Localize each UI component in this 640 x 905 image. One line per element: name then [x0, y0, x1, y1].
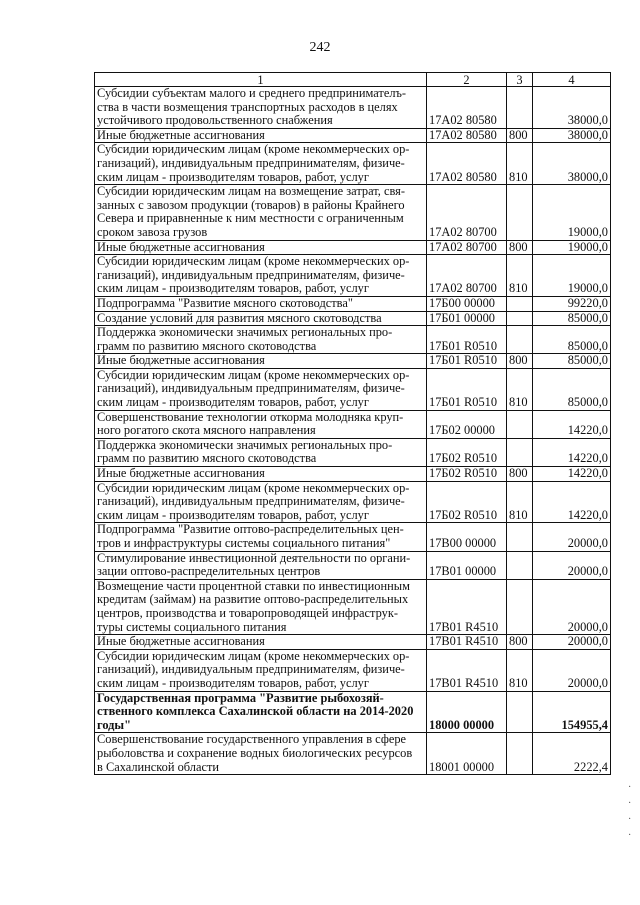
row-amount-cell: 20000,0: [533, 635, 611, 650]
table-row: [95, 368, 611, 410]
row-vr-cell: [507, 185, 533, 240]
row-name-cell: Субсидии юридическим лицам (кроме некоммерческих ор- ганизаций), индивидуальным предпринимателям, физиче- ским лицам - производителям товаров, работ, услуг: [95, 368, 427, 410]
scan-margin-artifacts: [628, 780, 640, 900]
row-vr-cell: [507, 579, 533, 634]
row-amount-cell: 38000,0: [533, 128, 611, 143]
row-name-cell: Иные бюджетные ассигнования: [95, 240, 427, 255]
row-amount-cell: 154955,4: [533, 691, 611, 733]
row-code-cell: 17В01 R4510: [427, 649, 507, 691]
row-vr-cell: 800: [507, 354, 533, 369]
row-amount-cell: 14220,0: [533, 438, 611, 466]
table-row: [95, 311, 611, 326]
row-amount-cell: 20000,0: [533, 551, 611, 579]
row-vr-cell: 800: [507, 128, 533, 143]
row-amount-cell: 19000,0: [533, 255, 611, 297]
row-name-cell: Иные бюджетные ассигнования: [95, 635, 427, 650]
row-vr-cell: [507, 691, 533, 733]
row-vr-cell: 810: [507, 143, 533, 185]
table-row: [95, 551, 611, 579]
row-vr-cell: [507, 733, 533, 775]
row-code-cell: 17Б01 R0510: [427, 368, 507, 410]
table-row: [95, 579, 611, 634]
row-vr-cell: 810: [507, 649, 533, 691]
row-amount-cell: 14220,0: [533, 410, 611, 438]
row-code-cell: 17Б02 R0510: [427, 481, 507, 523]
row-amount-cell: 85000,0: [533, 311, 611, 326]
header-col-2: 2: [427, 73, 507, 87]
row-vr-cell: [507, 326, 533, 354]
row-name-cell: Иные бюджетные ассигнования: [95, 128, 427, 143]
row-name-cell: Государственная программа "Развитие рыбохозяй- ственного комплекса Сахалинской области на 2014-2020 годы": [95, 691, 427, 733]
table-row: [95, 143, 611, 185]
row-amount-cell: 14220,0: [533, 481, 611, 523]
row-code-cell: 17А02 80580: [427, 143, 507, 185]
row-name-cell: Иные бюджетные ассигнования: [95, 354, 427, 369]
row-code-cell: 17В01 R4510: [427, 635, 507, 650]
table-row: [95, 255, 611, 297]
row-code-cell: 17В01 R4510: [427, 579, 507, 634]
row-name-cell: Возмещение части процентной ставки по инвестиционным кредитам (займам) на развитие оптово-распределительных центров, производства и товаропроводящей инфраструк- туры системы социального питания: [95, 579, 427, 634]
row-name-cell: Субсидии юридическим лицам (кроме некоммерческих ор- ганизаций), индивидуальным предпринимателям, физиче- ским лицам - производителям товаров, работ, услуг: [95, 481, 427, 523]
row-name-cell: Субсидии юридическим лицам (кроме некоммерческих ор- ганизаций), индивидуальным предпринимателям, физиче- ским лицам - производителям товаров, работ, услуг: [95, 255, 427, 297]
row-vr-cell: 810: [507, 368, 533, 410]
row-vr-cell: [507, 523, 533, 551]
row-code-cell: 17Б02 00000: [427, 410, 507, 438]
table-row: [95, 635, 611, 650]
row-amount-cell: 14220,0: [533, 467, 611, 482]
row-code-cell: 17В01 00000: [427, 551, 507, 579]
page-number: 242: [309, 40, 331, 55]
row-vr-cell: 800: [507, 240, 533, 255]
row-code-cell: 17Б02 R0510: [427, 467, 507, 482]
row-vr-cell: 800: [507, 635, 533, 650]
table-row: [95, 438, 611, 466]
row-name-cell: Субсидии юридическим лицам (кроме некоммерческих ор- ганизаций), индивидуальным предпринимателям, физиче- ским лицам - производителям товаров, работ, услуг: [95, 649, 427, 691]
row-amount-cell: 85000,0: [533, 354, 611, 369]
row-code-cell: 18000 00000: [427, 691, 507, 733]
row-amount-cell: 20000,0: [533, 579, 611, 634]
row-name-cell: Субсидии юридическим лицам (кроме некоммерческих ор- ганизаций), индивидуальным предпринимателям, физиче- ским лицам - производителям товаров, работ, услуг: [95, 143, 427, 185]
row-vr-cell: 800: [507, 467, 533, 482]
row-amount-cell: 38000,0: [533, 143, 611, 185]
table-row: [95, 296, 611, 311]
row-name-cell: Иные бюджетные ассигнования: [95, 467, 427, 482]
row-amount-cell: 85000,0: [533, 326, 611, 354]
row-code-cell: 17А02 80580: [427, 128, 507, 143]
budget-table-body: [95, 73, 611, 775]
header-col-3: 3: [507, 73, 533, 87]
row-name-cell: Подпрограмма "Развитие оптово-распределительных цен- тров и инфраструктуры системы социального питания": [95, 523, 427, 551]
row-name-cell: Стимулирование инвестиционной деятельности по органи- зации оптово-распределительных центров: [95, 551, 427, 579]
row-name-cell: Совершенствование государственного управления в сфере рыболовства и сохранение водных биологических ресурсов в Сахалинской области: [95, 733, 427, 775]
table-row: [95, 467, 611, 482]
row-code-cell: 17А02 80580: [427, 87, 507, 129]
row-amount-cell: 38000,0: [533, 87, 611, 129]
row-vr-cell: [507, 311, 533, 326]
row-amount-cell: 19000,0: [533, 240, 611, 255]
row-name-cell: Субсидии юридическим лицам на возмещение затрат, свя- занных с завозом продукции (товаров) в районы Крайнего Севера и приравненные к ним местности с ограниченным сроком завоза грузов: [95, 185, 427, 240]
row-name-cell: Создание условий для развития мясного скотоводства: [95, 311, 427, 326]
row-vr-cell: [507, 438, 533, 466]
row-code-cell: 17А02 80700: [427, 185, 507, 240]
row-code-cell: 17Б01 00000: [427, 311, 507, 326]
row-name-cell: Поддержка экономически значимых региональных про- грамм по развитию мясного скотоводства: [95, 326, 427, 354]
row-name-cell: Подпрограмма "Развитие мясного скотоводства": [95, 296, 427, 311]
row-vr-cell: 810: [507, 481, 533, 523]
table-row: [95, 87, 611, 129]
margin-mark: ·: [628, 830, 632, 841]
row-code-cell: 17Б01 R0510: [427, 354, 507, 369]
table-header-row: [95, 73, 611, 87]
table-row: [95, 185, 611, 240]
row-amount-cell: 85000,0: [533, 368, 611, 410]
row-amount-cell: 99220,0: [533, 296, 611, 311]
margin-mark: ·: [628, 798, 632, 809]
row-amount-cell: 19000,0: [533, 185, 611, 240]
row-vr-cell: [507, 296, 533, 311]
row-vr-cell: 810: [507, 255, 533, 297]
header-col-1: 1: [95, 73, 427, 87]
table-row: [95, 523, 611, 551]
margin-mark: ·: [628, 782, 632, 793]
row-code-cell: 17Б02 R0510: [427, 438, 507, 466]
row-vr-cell: [507, 410, 533, 438]
table-row: [95, 326, 611, 354]
row-name-cell: Субсидии субъектам малого и среднего предпринимателъ- ства в части возмещения транспортных расходов в целях устойчивого продовольственного снабжения: [95, 87, 427, 129]
row-amount-cell: 20000,0: [533, 649, 611, 691]
row-code-cell: 17Б01 R0510: [427, 326, 507, 354]
row-code-cell: 17Б00 00000: [427, 296, 507, 311]
row-code-cell: 17А02 80700: [427, 255, 507, 297]
row-code-cell: 18001 00000: [427, 733, 507, 775]
row-name-cell: Совершенствование технологии откорма молодняка круп- ного рогатого скота мясного направления: [95, 410, 427, 438]
row-vr-cell: [507, 551, 533, 579]
row-vr-cell: [507, 87, 533, 129]
table-row: [95, 481, 611, 523]
table-row: [95, 733, 611, 775]
table-row: [95, 354, 611, 369]
table-row: [95, 240, 611, 255]
row-name-cell: Поддержка экономически значимых региональных про- грамм по развитию мясного скотоводства: [95, 438, 427, 466]
row-amount-cell: 2222,4: [533, 733, 611, 775]
budget-table: [94, 72, 611, 775]
table-row: [95, 649, 611, 691]
table-row: [95, 128, 611, 143]
row-amount-cell: 20000,0: [533, 523, 611, 551]
row-code-cell: 17В00 00000: [427, 523, 507, 551]
header-col-4: 4: [533, 73, 611, 87]
row-code-cell: 17А02 80700: [427, 240, 507, 255]
table-row: [95, 410, 611, 438]
margin-mark: ·: [628, 814, 632, 825]
table-row: [95, 691, 611, 733]
